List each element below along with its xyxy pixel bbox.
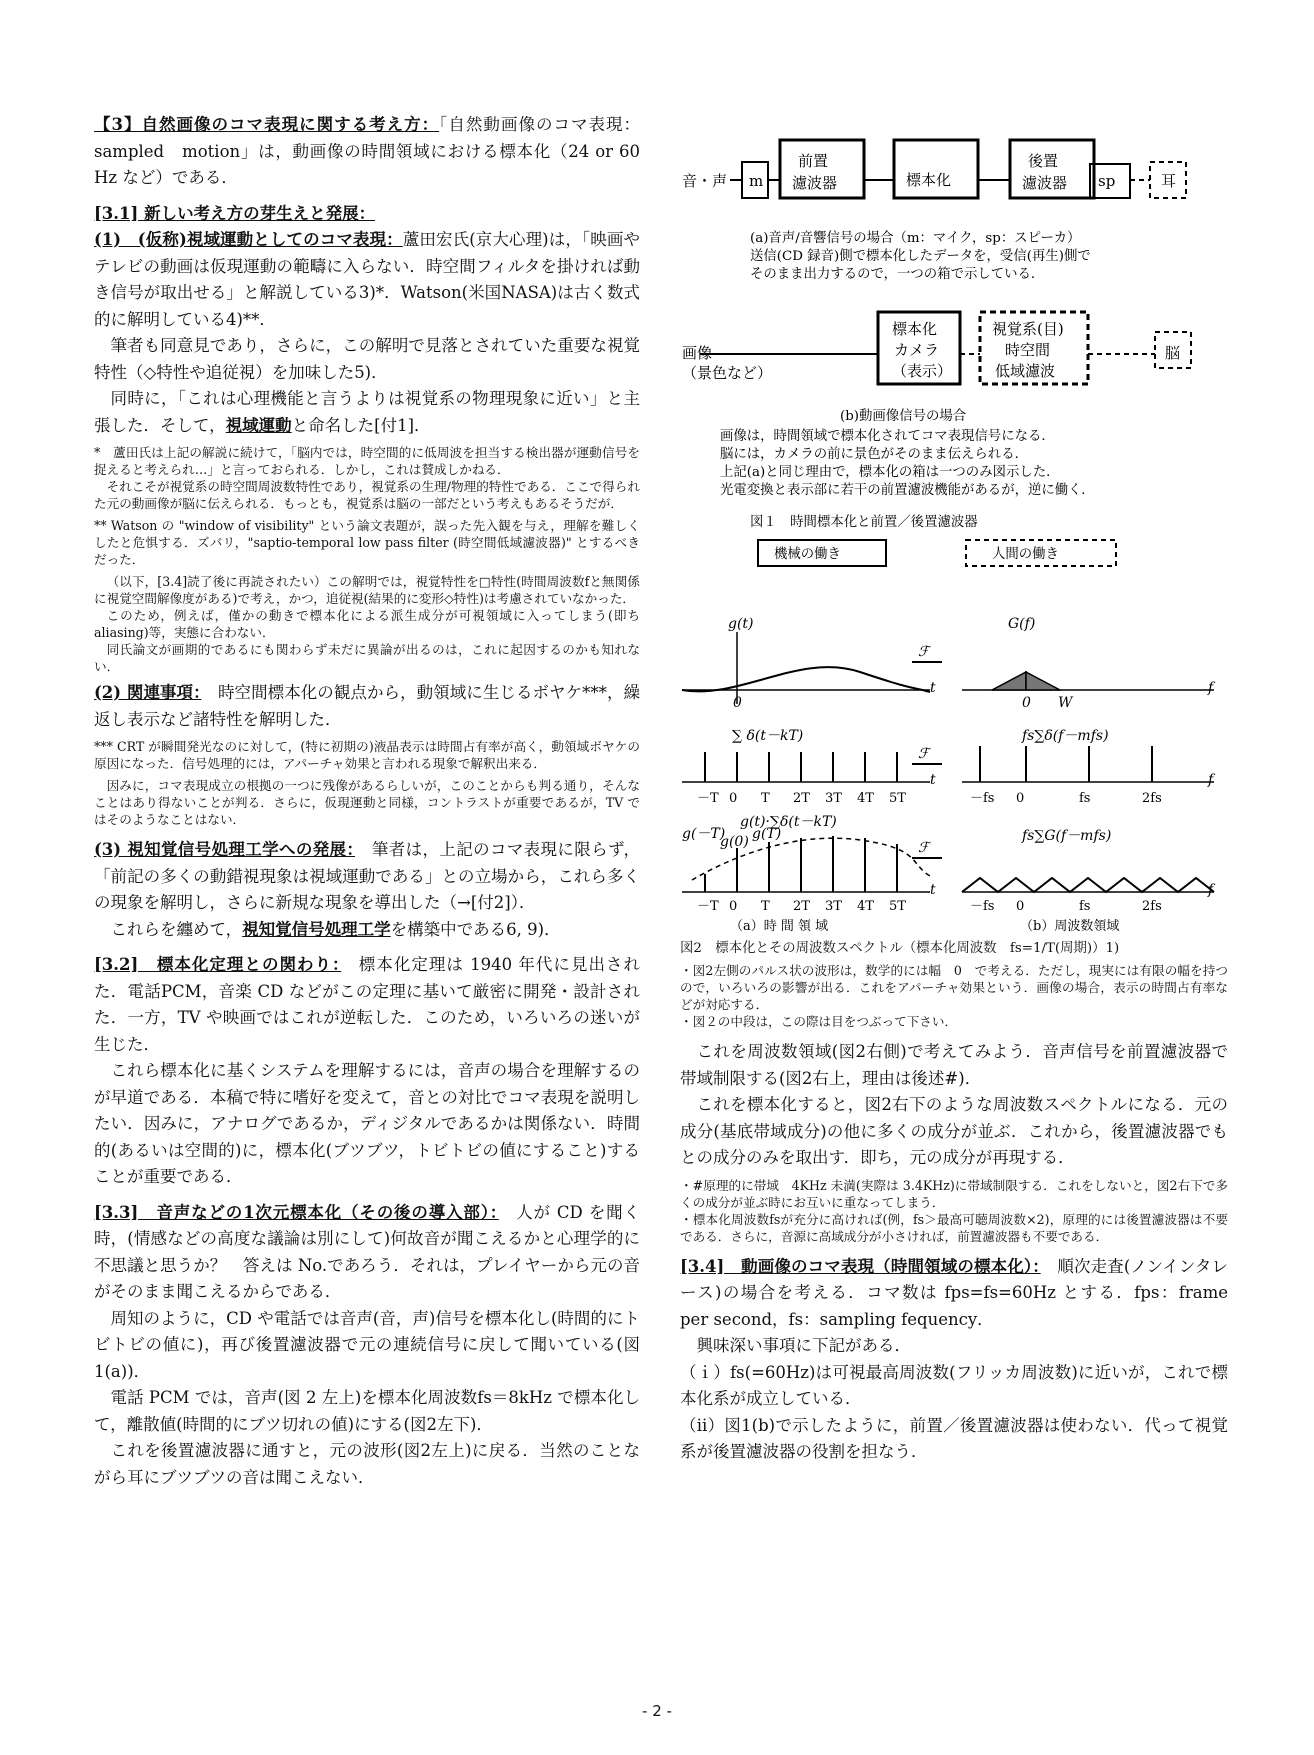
- time-tick-label: 2T: [793, 899, 810, 914]
- svg-text:脳: 脳: [1165, 344, 1181, 362]
- section31-1-heading: (1) (仮称)視域運動としてのコマ表現：: [94, 230, 403, 249]
- time-tick-label: T: [761, 791, 770, 806]
- section3-paragraph: 【3】自然画像のコマ表現に関する考え方：「自然動画像のコマ表現：sampled motion」は，動画像の時間領域における標本化（24 or 60 Hz など）である．: [94, 115, 641, 187]
- freq-tick-label: 0: [1016, 899, 1025, 914]
- footnote-2: ** Watson の "window of visibility" という論文表題が，誤った先入観を与え，理解を難しくしたと危惧する．ズバリ，"saptio-temporal low pass filter (時空間低域濾波器)" とするべきだった．: [94, 518, 640, 567]
- section32-p2: これら標本化に基くシステムを理解するには，音声の場合を理解するのが早道である．本稿で特に嗜好を変えて，音との対比でコマ表現を説明したい．因みに，アナログであるか，ディジタルであるかは関係ない．時間的(あるいは空間的)に，標本化(ブツブツ，トビトビの値にすること)することが重要である．: [94, 1061, 640, 1186]
- left-column: [94, 112, 640, 1491]
- time-tick-label: 3T: [825, 899, 842, 914]
- section31-heading: [3.1] 新しい考え方の芽生えと発展：: [94, 203, 376, 223]
- figure-2-diagram: [680, 612, 1220, 932]
- svg-text:g(t)·∑δ(t－kT): g(t)·∑δ(t－kT): [740, 814, 837, 830]
- section34-paragraph: [3.4] 動画像のコマ表現（時間領域の標本化）： 順次走査(ノンインタレース)の場合を考える．コマ数は fps=fs=60Hz とする．fps：frame per second，fs：sampling fequency．: [680, 1256, 1229, 1329]
- svg-text:低域濾波: 低域濾波: [995, 362, 1056, 380]
- svg-text:濾波器: 濾波器: [1022, 174, 1068, 192]
- time-tick-label: 5T: [889, 899, 906, 914]
- svg-text:（景色など）: （景色など）: [682, 364, 773, 382]
- freq-tick-label: －fs: [970, 899, 995, 914]
- svg-text:標本化: 標本化: [892, 320, 938, 338]
- sub-b-label: （b）周波数領域: [1020, 919, 1120, 934]
- svg-text:機械の働き: 機械の働き: [774, 547, 841, 562]
- section33-paragraph: [3.3] 音声などの1次元標本化（その後の導入部）： 人が CD を聞く時，(情感などの高度な議論は別にして)何故音が聞こえるかと心理学的に不思議と思うか？ 答えは No.であろう．それは，プレイヤーから元の音がそのまま聞こえるからである．: [94, 1202, 640, 1301]
- time-tick-label: －T: [697, 899, 719, 914]
- svg-text:光電変換と表示部に若干の前置濾波機能があるが，逆に働く．: 光電変換と表示部に若干の前置濾波機能があるが，逆に働く．: [720, 483, 1095, 498]
- audio-input-label: 音・声: [682, 172, 728, 190]
- figure-2: [680, 612, 1220, 932]
- note-6: ・標本化周波数fsが充分に高ければ(例，fs＞最高可聴周波数×2)，原理的には後置濾波器は不要である．さらに，音源に高域成分が小さければ，前置濾波器も不要である．: [680, 1211, 1228, 1244]
- time-tick-label: －T: [697, 791, 719, 806]
- svg-text:脳には，カメラの前に景色がそのまま伝えられる．: 脳には，カメラの前に景色がそのまま伝えられる．: [720, 447, 1028, 462]
- mic-label: m: [749, 172, 764, 190]
- section3-heading: 【3】自然画像のコマ表現に関する考え方：: [94, 115, 440, 134]
- time-tick-label: 2T: [793, 791, 810, 806]
- freq-tick-label: －fs: [970, 791, 995, 806]
- svg-text:g(－T): g(－T): [682, 826, 726, 842]
- freq-tick-label: 2fs: [1142, 899, 1162, 914]
- svg-text:視覚系(目): 視覚系(目): [992, 320, 1064, 338]
- svg-text:f: f: [1208, 772, 1214, 788]
- time-tick-label: 4T: [857, 791, 874, 806]
- svg-text:前置: 前置: [798, 152, 829, 170]
- svg-text:後置: 後置: [1028, 152, 1059, 170]
- section33-p3: 電話 PCM では，音声(図 2 左上)を標本化周波数fs＝8kHz で標本化して，離散値(時間的にブツ切れの値)にする(図2左下)．: [94, 1388, 640, 1434]
- page-number: - 2 -: [642, 1702, 672, 1720]
- svg-text:ℱ: ℱ: [918, 644, 930, 660]
- svg-text:濾波器: 濾波器: [792, 174, 838, 192]
- footnote-4b: 因みに，コマ表現成立の根拠の一つに残像があるらしいが，このことからも判る通り，そんなことはあり得ないことが判る．さらに，仮現運動と同様，コントラストが重要であるが，TV ではそのようなことはない．: [94, 778, 640, 827]
- svg-text:そのまま出力するので，一つの箱で示している．: そのまま出力するので，一つの箱で示している．: [750, 267, 1045, 282]
- svg-text:∑ δ(t－kT): ∑ δ(t－kT): [732, 728, 804, 744]
- svg-text:t: t: [930, 680, 936, 696]
- svg-text:f: f: [1208, 680, 1214, 696]
- svg-text:W: W: [1058, 695, 1073, 711]
- figure-2-caption: 図2 標本化とその周波数スペクトル（標本化周波数 fs=1/T(周期)）1): [680, 941, 1120, 956]
- freq-tick-label: 2fs: [1142, 791, 1162, 806]
- repeated-spectrum: [962, 878, 1214, 892]
- sampler-label: 標本化: [906, 171, 952, 189]
- svg-text:g(0): g(0): [720, 834, 749, 850]
- svg-text:（表示）: （表示）: [892, 362, 953, 380]
- note-5: ・#原理的に帯域 4KHz 未満(実際は 3.4KHz)に帯域制限する．これをしないと，図2右下で多くの成分が並ぶ時にお互いに重なってしまう．: [680, 1177, 1228, 1210]
- section32-paragraph: [3.2] 標本化定理との関わり： 標本化定理は 1940 年代に見出された．電話PCM，音楽 CD などがこの定理に基いて厳密に開発・設計された．一方，TV や映画ではこれが逆転した．このため，いろいろの迷いが生じた．: [94, 955, 640, 1054]
- fig2-note-2: ・図２の中段は，この際は目をつぶって下さい．: [680, 1014, 958, 1029]
- time-tick-label: 3T: [825, 791, 842, 806]
- section34-heading: [3.4] 動画像のコマ表現（時間領域の標本化）：: [680, 1256, 1041, 1276]
- section31-3-p2: これらを纏めて，視知覚信号処理工学を構築中である6, 9)．: [110, 919, 561, 939]
- svg-text:G(f): G(f): [1008, 616, 1036, 632]
- svg-text:(a)音声/音響信号の場合（m：マイク，sp：スピーカ）: (a)音声/音響信号の場合（m：マイク，sp：スピーカ）: [750, 231, 1081, 246]
- footnote-1b: それこそが視覚系の時空間周波数特性であり，視覚系の生理/物理的特性である．ここで得られた元の動画像が脳に伝えられる．もっとも，視覚系は脳の一部だという考えもあるそうだが．: [94, 479, 640, 511]
- time-tick-label: 5T: [889, 791, 906, 806]
- freq-tick-label: fs: [1079, 899, 1091, 914]
- section31-2-paragraph: (2) 関連事項： 時空間標本化の観点から，動領域に生じるボヤケ***，繰返し表示など諸特性を解明した．: [94, 683, 641, 729]
- section31-3-heading: (3) 視知覚信号処理工学への発展：: [94, 840, 356, 859]
- section34-p2: 興味深い事項に下記がある．: [696, 1336, 911, 1355]
- section31-1-p2: 筆者も同意見であり，さらに，この解明で見落とされていた重要な視覚特性（◇特性や追従視）を加味した5)．: [94, 336, 640, 382]
- right-p1: これを周波数領域(図2右側)で考えてみよう．音声信号を前置濾波器で帯域制限する(図2右上，理由は後述#)．: [680, 1042, 1228, 1088]
- svg-text:fs∑δ(f－mfs): fs∑δ(f－mfs): [1022, 728, 1109, 744]
- figure-1: [680, 122, 1220, 562]
- time-tick-label: 0: [729, 791, 738, 806]
- time-tick-label: T: [761, 899, 770, 914]
- svg-text:時空間: 時空間: [1005, 341, 1051, 359]
- svg-text:0: 0: [733, 695, 742, 711]
- sub-a-label: （a）時 間 領 域: [730, 919, 829, 934]
- svg-text:f: f: [1208, 882, 1214, 898]
- section31-2-heading: (2) 関連事項：: [94, 683, 202, 702]
- svg-text:fs∑G(f－mfs): fs∑G(f－mfs): [1022, 828, 1112, 844]
- section33-heading: [3.3] 音声などの1次元標本化（その後の導入部）：: [94, 1202, 499, 1222]
- svg-text:t: t: [930, 772, 936, 788]
- section31-1-p3: 同時に，「これは心理機能と言うよりは視覚系の物理現象に近い」と主張した．そして，視域運動と命名した[付1]．: [94, 389, 640, 435]
- svg-text:t: t: [930, 882, 936, 898]
- footnote-1: * 蘆田氏は上記の解説に続けて，「脳内では，時空間的に低周波を担当する検出器が運動信号を捉えると考えられ…」と言っておられる．しかし，これは賛成しかねる．: [94, 445, 640, 477]
- svg-text:上記(a)と同じ理由で，標本化の箱は一つのみ図示した．: 上記(a)と同じ理由で，標本化の箱は一つのみ図示した．: [720, 465, 1060, 480]
- figure-1-title: 図１ 時間標本化と前置／後置濾波器: [750, 515, 978, 530]
- svg-text:送信(CD 録音)側で標本化したデータを，受信(再生)側で: 送信(CD 録音)側で標本化したデータを，受信(再生)側で: [750, 249, 1091, 264]
- svg-text:0: 0: [1022, 695, 1031, 711]
- fig2-note-1: ・図2左側のパルス状の波形は，数学的には幅 0 で考える．ただし，現実には有限の幅を持つので，いろいろの影響が出る．これをアパーチャ効果という．画像の場合，表示の時間占有率などが対応する．: [680, 963, 1228, 1012]
- section31-1-paragraph: (1) (仮称)視域運動としてのコマ表現：蘆田宏氏(京大心理)は，「映画やテレビの動画は仮現運動の範疇に入らない．時空間フィルタを掛ければ動き信号が取出せる」と解説している3)*．Watson(米国NASA)は古く数式的に解明している4)**．: [94, 230, 641, 329]
- section34-item-i: （ｉ）fs(=60Hz)は可視最高周波数(フリッカ周波数)に近いが，これで標本化系が成立している．: [680, 1362, 1228, 1408]
- section34-item-ii: （ⅱ）図1(b)で示したように，前置／後置濾波器は使わない．代って視覚系が後置濾波器の役割を担なう．: [680, 1415, 1228, 1461]
- freq-tick-label: 0: [1016, 791, 1025, 806]
- svg-text:g(T): g(T): [752, 826, 782, 842]
- svg-text:(b)動画像信号の場合: (b)動画像信号の場合: [840, 409, 967, 424]
- section33-p4: これを後置濾波器に通すと，元の波形(図2左上)に戻る．当然のことながら耳にブツブツの音は聞こえない．: [94, 1441, 640, 1487]
- figure-1-diagram: [680, 122, 1220, 562]
- section32-heading: [3.2] 標本化定理との関わり：: [94, 955, 342, 974]
- footnote-3b: このため，例えば，僅かの動きで標本化による派生成分が可視領域に入ってしまう(即ち aliasing)等，実態に合わない．: [94, 608, 640, 640]
- time-signal-curve: [682, 667, 930, 692]
- freq-tick-label: fs: [1079, 791, 1091, 806]
- svg-text:ℱ: ℱ: [918, 746, 930, 762]
- svg-text:g(t): g(t): [728, 616, 754, 632]
- section31-3-paragraph: (3) 視知覚信号処理工学への発展： 筆者は，上記のコマ表現に限らず，「前記の多くの動錯視現象は視域運動である」との立場から，これら多くの現象を解明し，さらに新規な現象を導出した（→[付2]）．: [94, 840, 641, 912]
- footnote-3c: 同氏論文が画期的であるにも関わらず未だに異論が出るのは，これに起因するのかも知れない．: [94, 642, 640, 674]
- svg-text:画像: 画像: [682, 344, 713, 362]
- time-tick-label: 4T: [857, 899, 874, 914]
- svg-text:カメラ: カメラ: [894, 341, 940, 359]
- footnote-4: *** CRT が瞬間発光なのに対して，(特に初期の)液晶表示は時間占有率が高く，動領域ボヤケの原因になった．信号処理的には，アパーチャ効果と言われる現象で解釈出来る．: [94, 739, 640, 771]
- svg-text:sp: sp: [1098, 172, 1116, 190]
- time-tick-label: 0: [729, 899, 738, 914]
- svg-text:ℱ: ℱ: [918, 840, 930, 856]
- svg-text:画像は，時間領域で標本化されてコマ表現信号になる．: 画像は，時間領域で標本化されてコマ表現信号になる．: [720, 429, 1055, 444]
- footnote-3: （以下，[3.4]読了後に再読されたい）この解明では，視覚特性を□特性(時間周波数fと無関係に視覚空間解像度がある)で考え，かつ，追従視(結果的に変形◇特性)は考慮されていなかった．: [94, 574, 640, 606]
- svg-text:耳: 耳: [1161, 172, 1177, 190]
- sampler-box-a: [894, 140, 978, 198]
- svg-text:人間の働き: 人間の働き: [992, 547, 1059, 562]
- right-column: [680, 940, 1228, 1466]
- right-p2: これを標本化すると，図2右下のような周波数スペクトルになる．元の成分(基底帯域成分)の他に多くの成分が並ぶ．これから，後置濾波器でもとの成分のみを取出す．即ち，元の成分が再現する．: [680, 1095, 1228, 1167]
- section33-p2: 周知のように，CD や電話では音声(音，声)信号を標本化し(時間的にトビトビの値に)，再び後置濾波器で元の連続信号に戻して聞いている(図1(a))．: [94, 1308, 640, 1381]
